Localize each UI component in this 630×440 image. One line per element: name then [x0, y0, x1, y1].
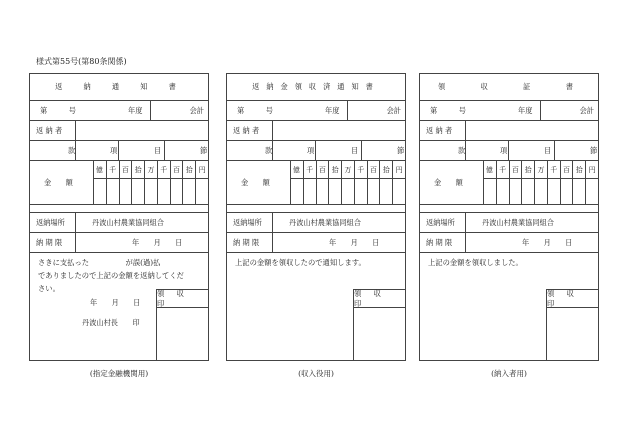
returner-row [420, 121, 598, 141]
kou-label: 項 [307, 145, 315, 155]
form-number-header: 様式第55号(第80条関係) [36, 57, 127, 66]
digit-header: 円 [585, 161, 598, 179]
digit-header: 百 [119, 161, 132, 179]
digit-header: 億 [95, 166, 103, 174]
receipt-stamp-label: 領 収 印 [157, 290, 208, 308]
amount-row [420, 161, 598, 205]
divider [465, 121, 466, 140]
account-label: 会計 [189, 105, 204, 115]
digit-header: 円 [392, 161, 405, 179]
divider [540, 101, 541, 120]
digit-box [496, 179, 497, 204]
digit-box [341, 179, 342, 204]
spacer-row [227, 205, 405, 213]
digit-header: 百 [560, 161, 573, 179]
divider [361, 141, 362, 160]
digit-box [316, 179, 317, 204]
amount-row [227, 161, 405, 205]
digit-box [195, 179, 196, 204]
digit-header: 拾 [328, 161, 341, 179]
notice-line: 上記の金額を領収しました。 [428, 258, 523, 267]
digit-header-line [93, 161, 208, 179]
divider [118, 141, 119, 160]
digit-header: 拾 [131, 161, 144, 179]
notice-text [428, 256, 592, 269]
digit-header: 千 [157, 161, 170, 179]
digit-box [170, 179, 171, 204]
amount-label: 金 額 [241, 177, 270, 187]
moku-label: 目 [351, 145, 359, 155]
copy-designation: (納入者用) [491, 369, 527, 378]
digit-box [585, 179, 586, 204]
form-1 [29, 73, 209, 361]
amount-label: 金 額 [44, 177, 73, 187]
setsu-label: 節 [397, 145, 405, 155]
deadline-row [420, 233, 598, 253]
divider [465, 233, 466, 252]
returner-row [227, 121, 405, 141]
moku-label: 目 [154, 145, 162, 155]
digit-header: 万 [341, 161, 354, 179]
notice-text [235, 256, 399, 269]
digit-header: 拾 [379, 161, 392, 179]
number-row [420, 101, 598, 121]
digit-box [392, 179, 393, 204]
receipt-stamp-label: 領 収 印 [547, 290, 598, 308]
divider [75, 213, 76, 232]
place-row [30, 213, 208, 233]
title-row [30, 74, 208, 101]
divider [465, 213, 466, 232]
divider [164, 141, 165, 160]
number-label: 第 号 [40, 105, 76, 115]
divider [75, 233, 76, 252]
deadline-label: 納 期 限 [426, 237, 453, 247]
digit-header: 百 [316, 161, 329, 179]
kan-label: 款 [68, 145, 76, 155]
returner-label: 返 納 者 [36, 125, 63, 135]
deadline-label: 納 期 限 [36, 237, 63, 247]
digit-box [521, 179, 522, 204]
divider [150, 101, 151, 120]
divider [465, 141, 466, 160]
divider [508, 141, 509, 160]
receipt-stamp-box [546, 289, 598, 360]
spacer-row [30, 205, 208, 213]
digit-header: 千 [354, 161, 367, 179]
digit-header: 百 [509, 161, 522, 179]
digit-box [379, 179, 380, 204]
digit-header: 千 [106, 161, 119, 179]
divider [347, 101, 348, 120]
divider [554, 141, 555, 160]
divider [272, 213, 273, 232]
digit-header: 千 [303, 161, 316, 179]
title-row [420, 74, 598, 101]
divider [75, 141, 76, 160]
digit-header: 万 [534, 161, 547, 179]
deadline-label: 納 期 限 [233, 237, 260, 247]
digit-box [560, 179, 561, 204]
number-label: 第 号 [430, 105, 466, 115]
account-label: 会計 [579, 105, 594, 115]
deadline-row [227, 233, 405, 253]
digit-header: 拾 [521, 161, 534, 179]
deadline-value: 年 月 日 [132, 237, 183, 247]
digit-header: 万 [144, 161, 157, 179]
digit-header: 千 [547, 161, 560, 179]
digit-header: 千 [496, 161, 509, 179]
notice-line: さきに支払った が誤(過)払 [38, 258, 161, 267]
budget-row [227, 141, 405, 161]
kou-label: 項 [110, 145, 118, 155]
divider [315, 141, 316, 160]
kan-label: 款 [265, 145, 273, 155]
deadline-value: 年 月 日 [329, 237, 380, 247]
amount-row [30, 161, 208, 205]
place-label: 返納場所 [426, 217, 455, 227]
divider [75, 121, 76, 140]
digit-box [182, 179, 183, 204]
digit-header: 拾 [572, 161, 585, 179]
copy-designation: (指定金融機関用) [89, 369, 149, 378]
divider [272, 233, 273, 252]
returner-label: 返 納 者 [426, 125, 453, 135]
receipt-stamp-box [156, 289, 208, 360]
kou-label: 項 [500, 145, 508, 155]
mayor-signature: 丹波山村長 印 [82, 318, 140, 327]
amount-label: 金 額 [434, 177, 463, 187]
budget-row [420, 141, 598, 161]
year-label: 年度 [518, 105, 533, 115]
digit-header: 拾 [182, 161, 195, 179]
digit-box [547, 179, 548, 204]
place-row [420, 213, 598, 233]
digit-box [572, 179, 573, 204]
digit-box [354, 179, 355, 204]
budget-row [30, 141, 208, 161]
digit-header: 億 [292, 166, 300, 174]
receipt-stamp-label: 領 収 印 [354, 290, 405, 308]
setsu-label: 節 [200, 145, 208, 155]
spacer-row [420, 205, 598, 213]
digit-header: 億 [485, 166, 493, 174]
notice-line: さい。 [38, 284, 60, 293]
form-title: 領 収 証 書 [438, 82, 580, 91]
deadline-value: 年 月 日 [522, 237, 573, 247]
copy-designation: (収入役用) [298, 369, 334, 378]
place-label: 返納場所 [36, 217, 65, 227]
digit-box [367, 179, 368, 204]
number-label: 第 号 [237, 105, 273, 115]
digit-box [144, 179, 145, 204]
deadline-row [30, 233, 208, 253]
moku-label: 目 [544, 145, 552, 155]
form-3 [419, 73, 599, 361]
digit-box [157, 179, 158, 204]
form-title: 返 納 通 知 書 [55, 82, 183, 91]
digit-box [509, 179, 510, 204]
issue-date: 年 月 日 [90, 298, 141, 307]
year-label: 年度 [128, 105, 143, 115]
notice-line: でありましたので上記の金額を返納してくだ [38, 271, 184, 280]
digit-header: 百 [170, 161, 183, 179]
place-value: 丹波山村農業協同組合 [92, 217, 164, 227]
place-row [227, 213, 405, 233]
digit-box [106, 179, 107, 204]
place-value: 丹波山村農業協同組合 [482, 217, 554, 227]
form-2 [226, 73, 406, 361]
digit-header-line [483, 161, 598, 179]
digit-box [119, 179, 120, 204]
digit-box [131, 179, 132, 204]
digit-box [328, 179, 329, 204]
divider [272, 141, 273, 160]
digit-header: 百 [367, 161, 380, 179]
receipt-stamp-box [353, 289, 405, 360]
account-label: 会計 [386, 105, 401, 115]
digit-header: 円 [195, 161, 208, 179]
number-row [30, 101, 208, 121]
returner-row [30, 121, 208, 141]
digit-box [303, 179, 304, 204]
divider [272, 121, 273, 140]
kan-label: 款 [458, 145, 466, 155]
form-title: 返納金領収済通知書 [252, 82, 380, 91]
digit-box [534, 179, 535, 204]
setsu-label: 節 [590, 145, 598, 155]
place-value: 丹波山村農業協同組合 [289, 217, 361, 227]
returner-label: 返 納 者 [233, 125, 260, 135]
place-label: 返納場所 [233, 217, 262, 227]
title-row [227, 74, 405, 101]
year-label: 年度 [325, 105, 340, 115]
number-row [227, 101, 405, 121]
digit-header-line [290, 161, 405, 179]
notice-line: 上記の金額を領収したので通知します。 [235, 258, 366, 267]
